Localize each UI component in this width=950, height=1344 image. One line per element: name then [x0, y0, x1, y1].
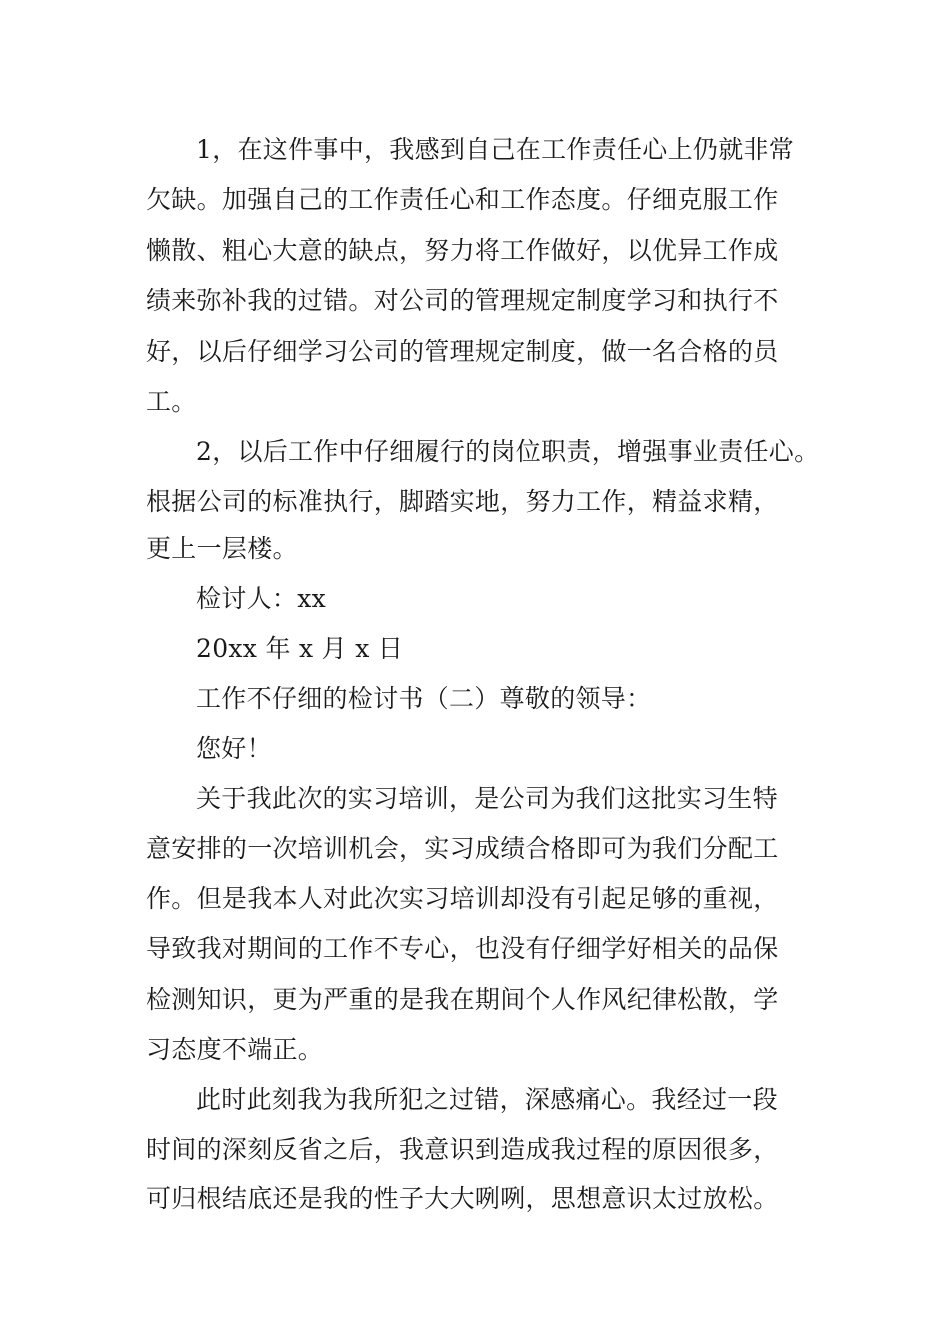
- paragraph-3-line-2: 意安排的一次培训机会，实习成绩合格即可为我们分配工: [146, 834, 779, 863]
- signature-name: 检讨人：xx: [196, 584, 326, 613]
- paragraph-1-line-4: 绩来弥补我的过错。对公司的管理规定制度学习和执行不: [146, 286, 779, 315]
- greeting: 您好！: [196, 734, 272, 763]
- signature-date: 20xx 年 x 月 x 日: [196, 634, 404, 663]
- paragraph-3-line-3: 作。但是我本人对此次实习培训却没有引起足够的重视，: [146, 884, 779, 913]
- paragraph-2-line-3: 更上一层楼。: [146, 534, 298, 563]
- paragraph-1-line-2: 欠缺。加强自己的工作责任心和工作态度。仔细克服工作: [146, 185, 779, 214]
- paragraph-4-line-3: 可归根结底还是我的性子大大咧咧，思想意识太过放松。: [146, 1184, 779, 1213]
- paragraph-1-line-3: 懒散、粗心大意的缺点，努力将工作做好，以优异工作成: [146, 236, 779, 265]
- section-heading: 工作不仔细的检讨书（二）尊敬的领导：: [196, 684, 652, 713]
- paragraph-2-line-1: 2，以后工作中仔细履行的岗位职责，增强事业责任心。: [196, 437, 820, 466]
- paragraph-1-line-5: 好，以后仔细学习公司的管理规定制度，做一名合格的员: [146, 337, 779, 366]
- paragraph-3-line-4: 导致我对期间的工作不专心，也没有仔细学好相关的品保: [146, 934, 779, 963]
- paragraph-3-line-6: 习态度不端正。: [146, 1035, 324, 1064]
- paragraph-2-line-2: 根据公司的标准执行，脚踏实地，努力工作，精益求精，: [146, 487, 779, 516]
- paragraph-1-line-6: 工。: [146, 387, 197, 416]
- paragraph-4-line-1: 此时此刻我为我所犯之过错，深感痛心。我经过一段: [196, 1085, 778, 1114]
- paragraph-3-line-1: 关于我此次的实习培训，是公司为我们这批实习生特: [196, 784, 778, 813]
- paragraph-3-line-5: 检测知识，更为严重的是我在期间个人作风纪律松散，学: [146, 985, 779, 1014]
- paragraph-4-line-2: 时间的深刻反省之后，我意识到造成我过程的原因很多，: [146, 1135, 779, 1164]
- paragraph-1-line-1: 1，在这件事中，我感到自己在工作责任心上仍就非常: [196, 135, 795, 164]
